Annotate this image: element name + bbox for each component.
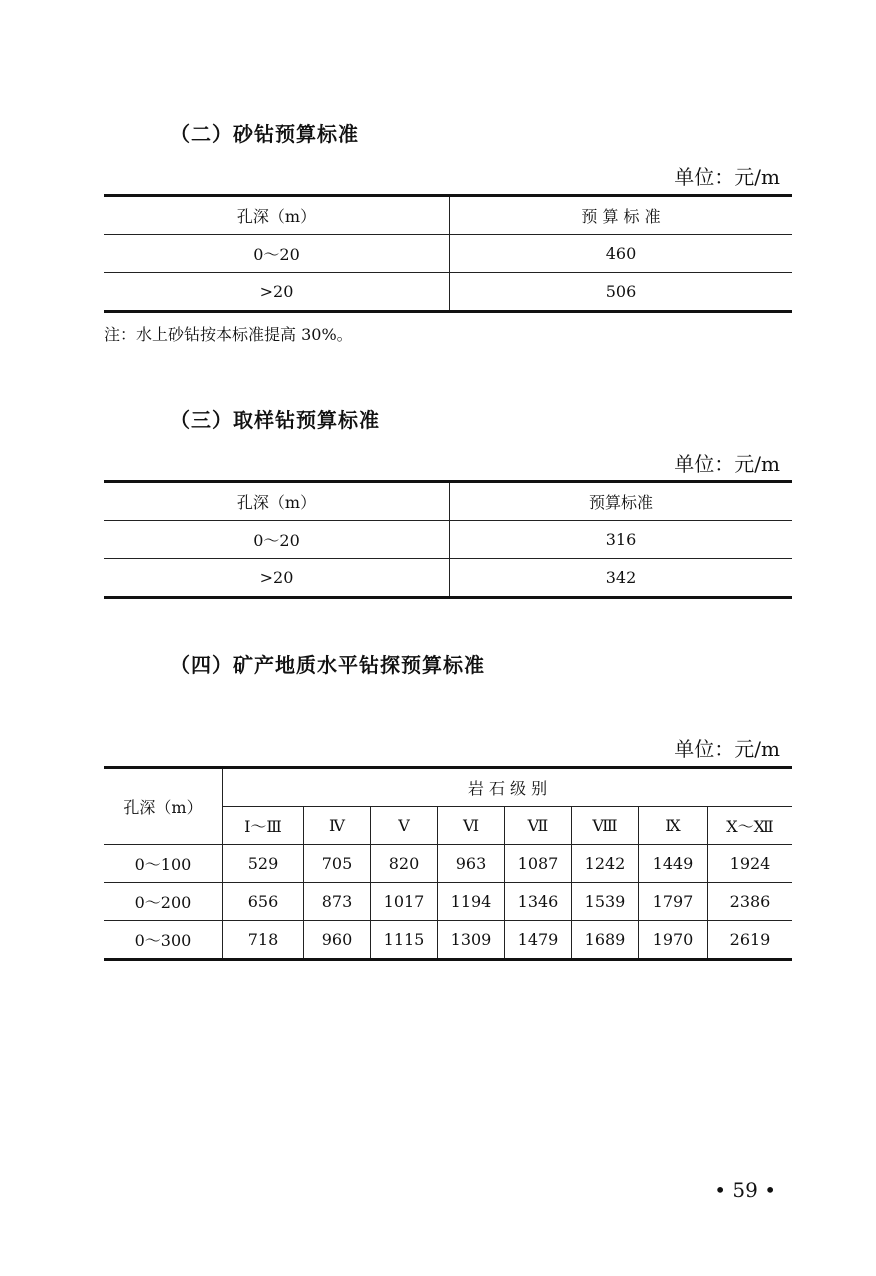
cell-depth: >20 [104, 273, 450, 312]
cell-value: 656 [223, 883, 304, 921]
section4-unit: 单位：元/m [674, 737, 780, 761]
cell-value: 873 [304, 883, 371, 921]
cell-depth: 0～20 [104, 235, 450, 273]
grade-header: Ⅰ～Ⅲ [223, 807, 304, 845]
cell-value: 1242 [572, 845, 639, 883]
header-rock-grade: 岩 石 级 别 [223, 768, 793, 807]
cell-depth: 0～20 [104, 521, 450, 559]
section2-heading: （二）砂钻预算标准 [170, 122, 359, 146]
cell-value: 1970 [639, 921, 708, 960]
cell-value: 963 [438, 845, 505, 883]
cell-value: 1924 [708, 845, 793, 883]
section2-unit: 单位：元/m [674, 165, 780, 189]
page-number: • 59 • [714, 1178, 776, 1202]
grade-header: Ⅶ [505, 807, 572, 845]
section3-heading: （三）取样钻预算标准 [170, 408, 380, 432]
header-depth: 孔深（m） [104, 196, 450, 235]
cell-value: 1194 [438, 883, 505, 921]
cell-value: 1309 [438, 921, 505, 960]
cell-value: 705 [304, 845, 371, 883]
cell-value: 1479 [505, 921, 572, 960]
cell-value: 460 [450, 235, 793, 273]
cell-value: 2619 [708, 921, 793, 960]
cell-value: 820 [371, 845, 438, 883]
cell-value: 1797 [639, 883, 708, 921]
cell-depth: 0～100 [104, 845, 223, 883]
header-depth: 孔深（m） [104, 768, 223, 845]
cell-value: 529 [223, 845, 304, 883]
cell-depth: >20 [104, 559, 450, 598]
section3-table [104, 480, 792, 599]
grade-header: Ⅴ [371, 807, 438, 845]
grade-header: Ⅷ [572, 807, 639, 845]
cell-value: 1115 [371, 921, 438, 960]
cell-value: 506 [450, 273, 793, 312]
section2-note: 注：水上砂钻按本标准提高 30%。 [104, 325, 353, 344]
cell-value: 2386 [708, 883, 793, 921]
cell-value: 1449 [639, 845, 708, 883]
cell-value: 1539 [572, 883, 639, 921]
cell-value: 1087 [505, 845, 572, 883]
cell-value: 718 [223, 921, 304, 960]
cell-value: 1346 [505, 883, 572, 921]
cell-value: 342 [450, 559, 793, 598]
grade-header: Ⅳ [304, 807, 371, 845]
table-header-row [104, 482, 792, 521]
cell-depth: 0～300 [104, 921, 223, 960]
table-row [104, 559, 792, 598]
grade-header: Ⅸ [639, 807, 708, 845]
section4-heading: （四）矿产地质水平钻探预算标准 [170, 653, 485, 677]
table-row [104, 883, 792, 921]
section3-unit: 单位：元/m [674, 452, 780, 476]
table-row [104, 845, 792, 883]
header-standard: 预 算 标 准 [450, 196, 793, 235]
table-row [104, 921, 792, 960]
table-row [104, 235, 792, 273]
cell-value: 1689 [572, 921, 639, 960]
section4-table [104, 766, 792, 961]
table-header-row [104, 768, 792, 807]
table-header-row [104, 196, 792, 235]
section2-table [104, 194, 792, 313]
cell-value: 1017 [371, 883, 438, 921]
table-row [104, 273, 792, 312]
grade-header: Ⅵ [438, 807, 505, 845]
cell-depth: 0～200 [104, 883, 223, 921]
cell-value: 960 [304, 921, 371, 960]
header-standard: 预算标准 [450, 482, 793, 521]
header-depth: 孔深（m） [104, 482, 450, 521]
grade-header: Ⅹ～Ⅻ [708, 807, 793, 845]
cell-value: 316 [450, 521, 793, 559]
table-row [104, 521, 792, 559]
